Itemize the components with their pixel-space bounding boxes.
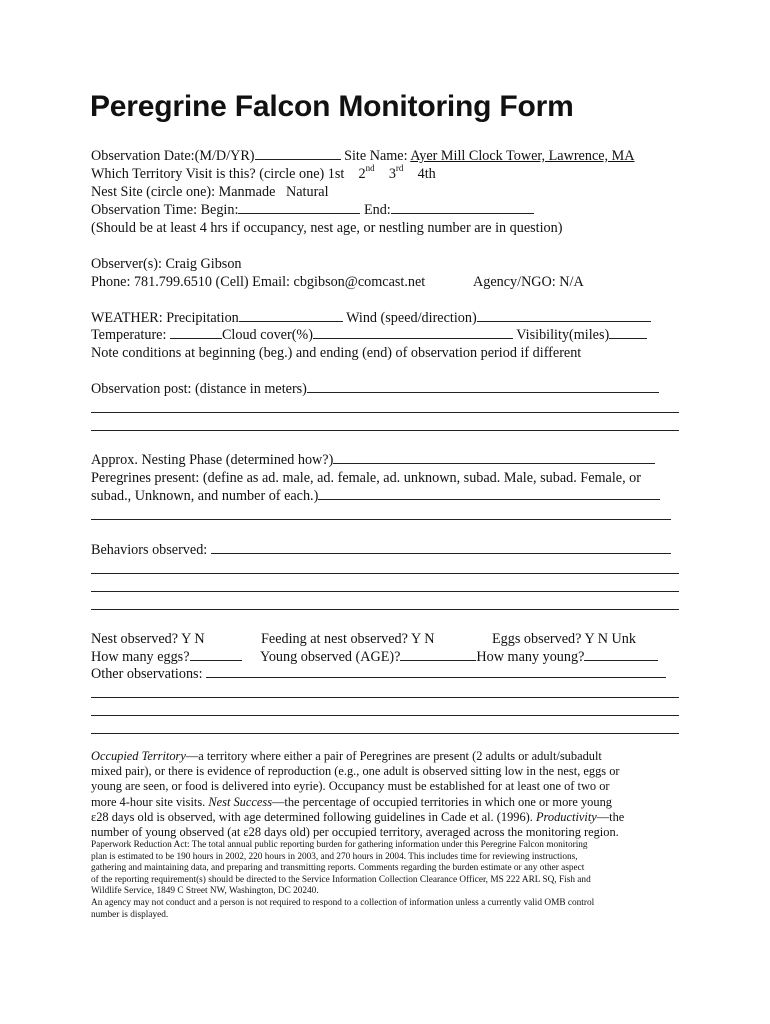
temperature-row <box>91 326 647 344</box>
observation-post-field[interactable] <box>307 380 659 393</box>
observation-date-row <box>91 147 635 165</box>
peregrines-present-line-2: subad., Unknown, and number of each.) <box>91 488 319 504</box>
visit-2-suffix: nd <box>365 163 375 174</box>
paperwork-line-3: gathering and maintaining data, and preparing and transmitting reports. Comments regarding the burden estimate or any other aspect <box>91 863 585 874</box>
territory-visit-row <box>91 165 436 183</box>
begin-time-field[interactable] <box>238 201 360 214</box>
observation-date-field[interactable] <box>255 147 341 160</box>
observation-time-end-label: End: <box>363 202 391 218</box>
other-observations-field[interactable] <box>206 665 666 678</box>
observation-post-line-3[interactable] <box>91 430 679 431</box>
precipitation-field[interactable] <box>239 309 343 322</box>
cloud-cover-label: Cloud cover(%) <box>221 327 313 343</box>
other-observations-row <box>91 665 666 683</box>
behaviors-row <box>91 541 671 559</box>
how-many-eggs-label: How many eggs? <box>91 649 190 665</box>
site-name-value[interactable]: Ayer Mill Clock Tower, Lawrence, MA <box>410 148 635 164</box>
weather-note: Note conditions at beginning (beg.) and ending (end) of observation period if different <box>91 345 582 361</box>
temperature-label: Temperature: <box>91 327 167 343</box>
territory-visit-label: Which Territory Visit is this? (circle one) 1st <box>91 166 345 182</box>
site-name-label: Site Name: <box>344 148 408 164</box>
behaviors-line-3[interactable] <box>91 591 679 592</box>
how-many-young-label: How many young? <box>476 649 585 665</box>
nest-success-term: Nest Success <box>208 794 273 809</box>
eggs-question[interactable]: Eggs observed? Y N Unk <box>492 631 636 647</box>
visibility-field[interactable] <box>609 326 647 339</box>
paperwork-line-7: number is displayed. <box>91 909 169 920</box>
peregrines-present-line-1: Peregrines present: (define as ad. male, ad. female, ad. unknown, subad. Male, subad. Female, or <box>91 470 641 486</box>
nesting-phase-row <box>91 451 655 469</box>
paperwork-line-4: of the reporting requirement(s) should be directed to the Service Information Collection Clearance Officer, MS 222 ARL SQ, Fish and <box>91 874 591 885</box>
occupied-territory-text-2: mixed pair), or there is evidence of reproduction (e.g., one adult is observed sitting low in the nest, eggs or <box>91 764 620 779</box>
wind-field[interactable] <box>477 309 651 322</box>
peregrines-present-line-3[interactable] <box>91 519 671 520</box>
young-observed-field[interactable] <box>400 648 476 661</box>
behaviors-label: Behaviors observed: <box>91 542 208 558</box>
nest-questions-row-1 <box>91 630 636 648</box>
visit-option-4th[interactable]: 4th <box>417 166 436 182</box>
observation-time-begin-label: Observation Time: Begin: <box>91 202 239 218</box>
other-observations-label: Other observations: <box>91 666 203 682</box>
other-observations-line-3[interactable] <box>91 715 679 716</box>
observer-name: Observer(s): Craig Gibson <box>91 256 242 272</box>
visit-option-3rd[interactable] <box>388 163 404 182</box>
paperwork-line-1: Paperwork Reduction Act: The total annual public reporting burden for gathering information under this Peregrine Falcon monitoring <box>91 840 588 850</box>
paperwork-line-5: Wildlife Service, 1849 C Street NW, Washington, DC 20240. <box>91 886 319 897</box>
paperwork-line-6: An agency may not conduct and a person is not required to respond to a collection of information unless a currently valid OMB control <box>91 897 595 908</box>
visit-3-number: 3 <box>388 166 396 182</box>
cloud-cover-field[interactable] <box>313 326 513 339</box>
nesting-phase-field[interactable] <box>333 451 655 464</box>
agency-label: Agency/NGO: N/A <box>473 274 584 290</box>
observation-date-label: Observation Date:(M/D/YR) <box>91 148 255 164</box>
how-many-eggs-field[interactable] <box>190 648 242 661</box>
behaviors-line-4[interactable] <box>91 609 679 610</box>
observer-contact-row <box>91 273 584 291</box>
paperwork-reduction-block <box>91 840 651 921</box>
nest-site-row[interactable]: Nest Site (circle one): Manmade Natural <box>91 184 329 200</box>
visit-3-suffix: rd <box>395 163 404 174</box>
nest-success-text-2: ε28 days old is observed, with age determined following guidelines in Cade et al. (1996). <box>91 809 536 824</box>
behaviors-field[interactable] <box>211 541 671 554</box>
precipitation-label: WEATHER: Precipitation <box>91 310 239 326</box>
definitions-block <box>91 749 651 840</box>
definitions-line-1 <box>91 749 651 764</box>
behaviors-line-2[interactable] <box>91 573 679 574</box>
occupied-territory-text-3: young are seen, or food is delivered into eyrie). Occupancy must be established for at least one of two or <box>91 779 610 794</box>
occupied-territory-text-4: more 4-hour site visits. <box>91 794 209 809</box>
other-observations-line-2[interactable] <box>91 697 679 698</box>
observation-post-line-2[interactable] <box>91 412 679 413</box>
observation-post-label: Observation post: (distance in meters) <box>91 381 307 397</box>
observation-post-row <box>91 380 659 398</box>
nest-observed-question[interactable]: Nest observed? Y N <box>91 631 205 647</box>
visit-2-number: 2 <box>358 166 366 182</box>
productivity-text-1: —the <box>596 809 625 824</box>
observer-contact: Phone: 781.799.6510 (Cell) Email: cbgibson@comcast.net <box>91 274 426 290</box>
other-observations-line-4[interactable] <box>91 733 679 734</box>
definitions-line-4 <box>91 795 651 810</box>
productivity-text-2: number of young observed (at ε28 days old) per occupied territory, averaged across the monitoring region. <box>91 825 619 840</box>
occupied-territory-text-1: —a territory where either a pair of Peregrines are present (2 adults or adult/subadult <box>185 749 602 763</box>
visibility-label: Visibility(miles) <box>516 327 610 343</box>
duration-note: (Should be at least 4 hrs if occupancy, nest age, or nestling number are in question) <box>91 220 563 236</box>
observation-time-row <box>91 201 534 219</box>
peregrines-present-row-2 <box>91 487 660 505</box>
young-observed-label: Young observed (AGE)? <box>260 649 401 665</box>
how-many-young-field[interactable] <box>584 648 658 661</box>
weather-row <box>91 309 651 327</box>
nest-success-text-1: —the percentage of occupied territories in which one or more young <box>272 794 612 809</box>
peregrines-present-field[interactable] <box>318 487 660 500</box>
paperwork-line-2: plan is estimated to be 190 hours in 2002, 220 hours in 2003, and 270 hours in 2004. This includes time for reviewing instructions, <box>91 851 578 862</box>
nest-questions-row-2 <box>91 648 585 666</box>
temperature-field[interactable] <box>170 326 222 339</box>
productivity-term: Productivity <box>535 809 597 824</box>
end-time-field[interactable] <box>391 201 534 214</box>
wind-label: Wind (speed/direction) <box>346 310 477 326</box>
definitions-line-5 <box>91 810 651 825</box>
feeding-question[interactable]: Feeding at nest observed? Y N <box>261 631 435 647</box>
visit-option-2nd[interactable] <box>358 163 375 182</box>
page-title: Peregrine Falcon Monitoring Form <box>90 90 574 123</box>
occupied-territory-term: Occupied Territory <box>91 749 186 763</box>
nesting-phase-label: Approx. Nesting Phase (determined how?) <box>91 452 334 468</box>
